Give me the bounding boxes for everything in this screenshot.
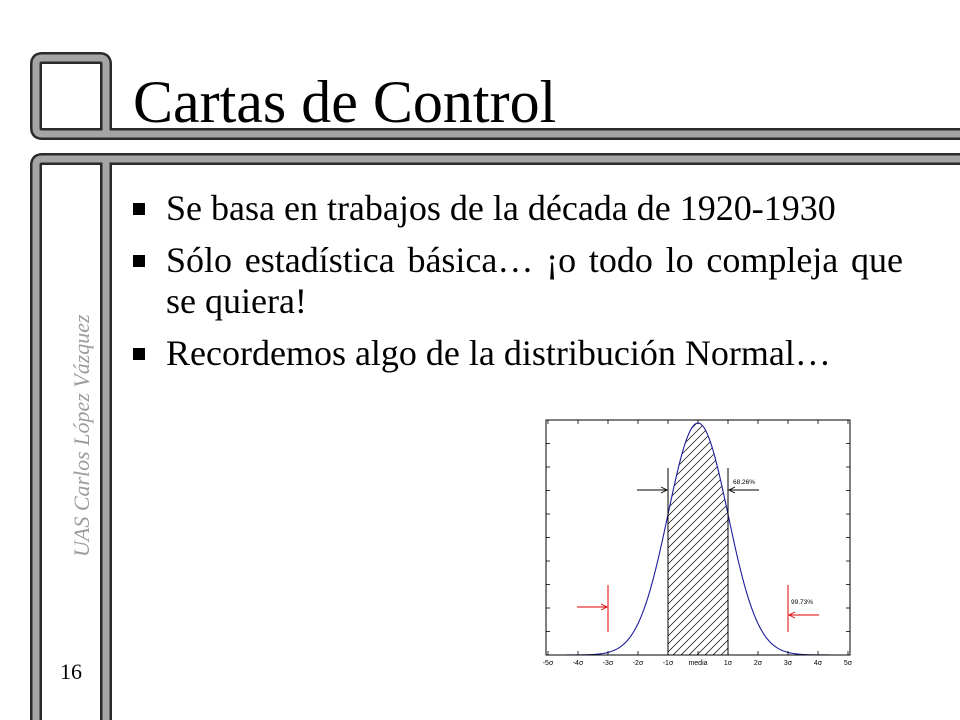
interval-percent-label: 99.73% (791, 599, 814, 606)
square-bullet-icon (133, 203, 145, 215)
bullet-text-line: Recordemos algo de la distribución Normal… (166, 333, 831, 373)
x-tick-label: -2σ (632, 660, 644, 667)
normal-distribution-chart (520, 400, 880, 680)
bullet-item-2 (133, 240, 903, 322)
normal-curve (548, 423, 848, 655)
bullet-item-1 (133, 188, 903, 229)
shaded-area-hatch (668, 423, 728, 655)
x-tick-label: media (688, 660, 708, 667)
x-tick-label: 1σ (723, 660, 733, 667)
square-bullet-icon (133, 348, 145, 360)
x-tick-label: 5σ (843, 660, 853, 667)
bullet-text-line: Se basa en trabajos de la década de 1920-1930 (166, 188, 836, 228)
side-credit-vertical: UAS Carlos López Vázquez (69, 314, 94, 558)
x-tick-label: -5σ (542, 660, 554, 667)
square-bullet-icon (133, 255, 145, 267)
interval-percent-label: 68.26% (733, 479, 756, 486)
x-tick-label: -4σ (572, 660, 584, 667)
x-tick-label: 2σ (753, 660, 763, 667)
bullet-item-3 (133, 333, 903, 374)
x-tick-label: -3σ (602, 660, 614, 667)
bullet-text-line: Sólo estadística básica… ¡o todo lo compleja que (166, 240, 903, 280)
bullet-list (133, 188, 903, 374)
page-number: 16 (60, 659, 82, 684)
plot-frame (546, 420, 850, 655)
x-tick-label: 4σ (813, 660, 823, 667)
x-tick-label: -1σ (662, 660, 674, 667)
slide-title: Cartas de Control (133, 69, 557, 135)
x-tick-label: 3σ (783, 660, 793, 667)
bullet-text-line: se quiera! (166, 281, 307, 321)
